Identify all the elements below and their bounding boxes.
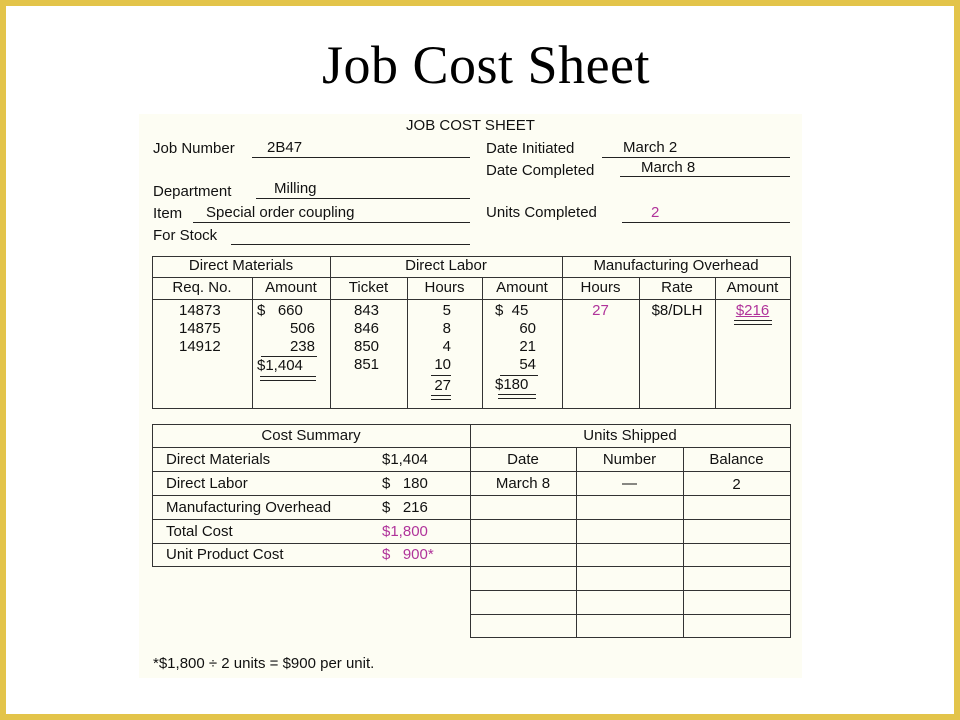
summary-value-total-cost: $1,800 — [382, 523, 428, 540]
for-stock-line — [231, 244, 470, 245]
dl-hours: 4 — [442, 338, 451, 355]
dm-amount: $ 660 — [257, 302, 303, 319]
summary-value-direct-materials: $1,404 — [382, 451, 428, 468]
units-completed-line — [622, 222, 790, 223]
job-number-value: 2B47 — [267, 139, 303, 156]
dl-hours: 5 — [442, 302, 451, 319]
sheet-heading: JOB COST SHEET — [406, 117, 535, 134]
mo-rate: $8/DLH — [651, 302, 703, 319]
col-header-dl-amount: Amount — [496, 279, 548, 296]
department-line — [256, 198, 470, 199]
summary-value-unit-product-cost: $ 900* — [382, 546, 434, 563]
date-completed-value: March 8 — [641, 159, 696, 176]
ticket: 851 — [354, 356, 380, 373]
col-header-mo-hours: Hours — [580, 279, 621, 296]
col-header-mo-amount: Amount — [726, 279, 779, 296]
req-no: 14912 — [179, 338, 221, 355]
department-label: Department — [153, 183, 232, 200]
req-no: 14873 — [179, 302, 221, 319]
item-label: Item — [153, 205, 183, 222]
shipped-number: — — [622, 475, 637, 492]
ticket: 846 — [354, 320, 380, 337]
summary-label-direct-labor: Direct Labor — [166, 475, 248, 492]
col-header-dm-amount: Amount — [265, 279, 317, 296]
department-value: Milling — [274, 180, 317, 197]
shipped-balance: 2 — [732, 476, 741, 493]
dm-amount: 506 — [289, 320, 315, 337]
job-number-line — [252, 157, 470, 158]
date-initiated-value: March 2 — [623, 139, 678, 156]
job-number-label: Job Number — [153, 140, 235, 157]
group-header-direct-labor: Direct Labor — [405, 257, 487, 274]
summary-label-total-cost: Total Cost — [166, 523, 233, 540]
date-initiated-line — [602, 157, 790, 158]
col-header-ticket: Ticket — [348, 279, 389, 296]
dl-hours: 8 — [442, 320, 451, 337]
footnote: *$1,800 ÷ 2 units = $900 per unit. — [153, 655, 375, 672]
units-completed-value: 2 — [651, 204, 660, 221]
summary-value-direct-labor: $ 180 — [382, 475, 428, 492]
col-header-req-no: Req. No. — [172, 279, 232, 296]
summary-value-manufacturing-overhead: $ 216 — [382, 499, 428, 516]
ticket: 850 — [354, 338, 380, 355]
summary-label-unit-product-cost: Unit Product Cost — [166, 546, 284, 563]
group-header-direct-materials: Direct Materials — [188, 257, 294, 274]
ticket: 843 — [354, 302, 380, 319]
col-header-date: Date — [507, 451, 539, 468]
col-header-number: Number — [602, 451, 657, 468]
dl-amount: $ 45 — [495, 302, 529, 319]
dm-amount: 238 — [289, 338, 315, 355]
mo-amount-double-underline — [734, 320, 772, 325]
units-shipped-header: Units Shipped — [583, 427, 677, 444]
slide-title: Job Cost Sheet — [321, 35, 651, 95]
mo-amount: $216 — [735, 302, 770, 319]
dl-amount-total: $180 — [495, 376, 529, 393]
mo-hours: 27 — [592, 302, 609, 319]
summary-label-manufacturing-overhead: Manufacturing Overhead — [166, 499, 332, 516]
date-initiated-label: Date Initiated — [486, 140, 575, 157]
req-no: 14875 — [179, 320, 221, 337]
dm-total-double-underline — [260, 376, 316, 381]
summary-label-direct-materials: Direct Materials — [166, 451, 271, 468]
date-completed-line — [620, 176, 790, 177]
item-value: Special order coupling — [206, 204, 355, 221]
col-header-dl-hours: Hours — [424, 279, 465, 296]
dl-amount: 54 — [519, 356, 536, 373]
job-cost-sheet — [139, 114, 802, 678]
shipped-date: March 8 — [495, 475, 551, 492]
for-stock-label: For Stock — [153, 227, 218, 244]
cost-summary-header: Cost Summary — [261, 427, 361, 444]
dl-hours-double-underline — [431, 395, 451, 400]
dl-amount: 21 — [519, 338, 536, 355]
date-completed-label: Date Completed — [486, 162, 595, 179]
dl-amount: 60 — [519, 320, 536, 337]
dl-amount-double-underline — [498, 394, 536, 399]
dm-total: $1,404 — [257, 357, 303, 374]
group-header-manufacturing-overhead: Manufacturing Overhead — [593, 257, 759, 274]
dl-hours-total: 27 — [434, 377, 451, 394]
col-header-balance: Balance — [709, 451, 764, 468]
dl-hours: 10 — [434, 356, 451, 373]
dl-hours-subtotal-line — [431, 375, 451, 376]
units-completed-label: Units Completed — [486, 204, 597, 221]
col-header-rate: Rate — [661, 279, 693, 296]
item-line — [193, 222, 470, 223]
